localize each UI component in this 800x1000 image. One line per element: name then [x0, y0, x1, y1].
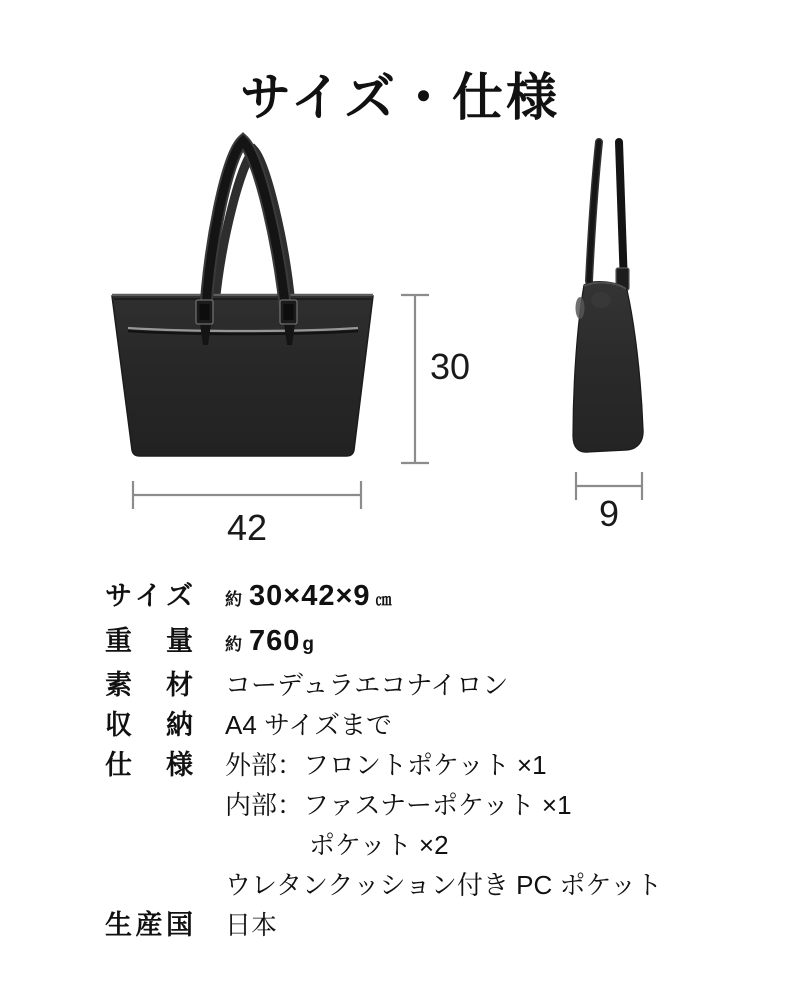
spec-row-material [105, 665, 725, 705]
size-value: 30×42×9 [249, 580, 371, 612]
weight-value: 760 [249, 625, 301, 657]
tote-bag-side-view [573, 142, 643, 452]
spec-value: 日本 [225, 910, 278, 940]
spec-label: 素材 [105, 670, 193, 700]
height-dimension-line [401, 295, 429, 463]
spec-value [225, 621, 314, 665]
spec-label: 重量 [105, 626, 193, 656]
feature-line: ウレタンクッション付き PC ポケット [225, 870, 663, 900]
tote-bag-front-view [112, 141, 373, 456]
approx-mark: 約 [225, 635, 242, 654]
approx-mark: 約 [225, 590, 242, 609]
spec-row-origin [105, 905, 725, 945]
feature-lines [225, 745, 662, 905]
width-dimension-value: 42 [226, 507, 268, 548]
bag-body-front [112, 296, 373, 456]
size-unit: ㎝ [375, 592, 392, 609]
feature-line: 外部：フロントポケット ×1 [225, 750, 547, 780]
spec-label: サイズ [105, 581, 193, 611]
spec-row-size [105, 576, 725, 621]
feature-line: 内部：ファスナーポケット ×1 [225, 790, 572, 820]
spec-row-weight [105, 621, 725, 665]
spec-value: A4 サイズまで [225, 710, 392, 740]
side-fabric-highlight [576, 297, 585, 319]
height-dimension-value: 30 [430, 346, 471, 387]
page-title: サイズ・仕様 [240, 69, 560, 126]
width-dimension-line [133, 481, 361, 509]
weight-unit: g [302, 634, 314, 655]
spec-row-features [105, 745, 725, 905]
spec-table [105, 576, 725, 945]
side-strap-right [619, 142, 624, 285]
spec-value: コーデュラエコナイロン [225, 670, 509, 700]
spec-value [225, 576, 392, 621]
spec-label: 収納 [105, 710, 193, 740]
spec-row-capacity [105, 705, 725, 745]
feature-line: ポケット ×2 [309, 830, 449, 860]
spec-label: 生産国 [105, 910, 193, 940]
spec-label: 仕様 [105, 750, 193, 780]
depth-dimension-value: 9 [598, 493, 620, 534]
side-fabric-wrinkle [591, 292, 611, 308]
